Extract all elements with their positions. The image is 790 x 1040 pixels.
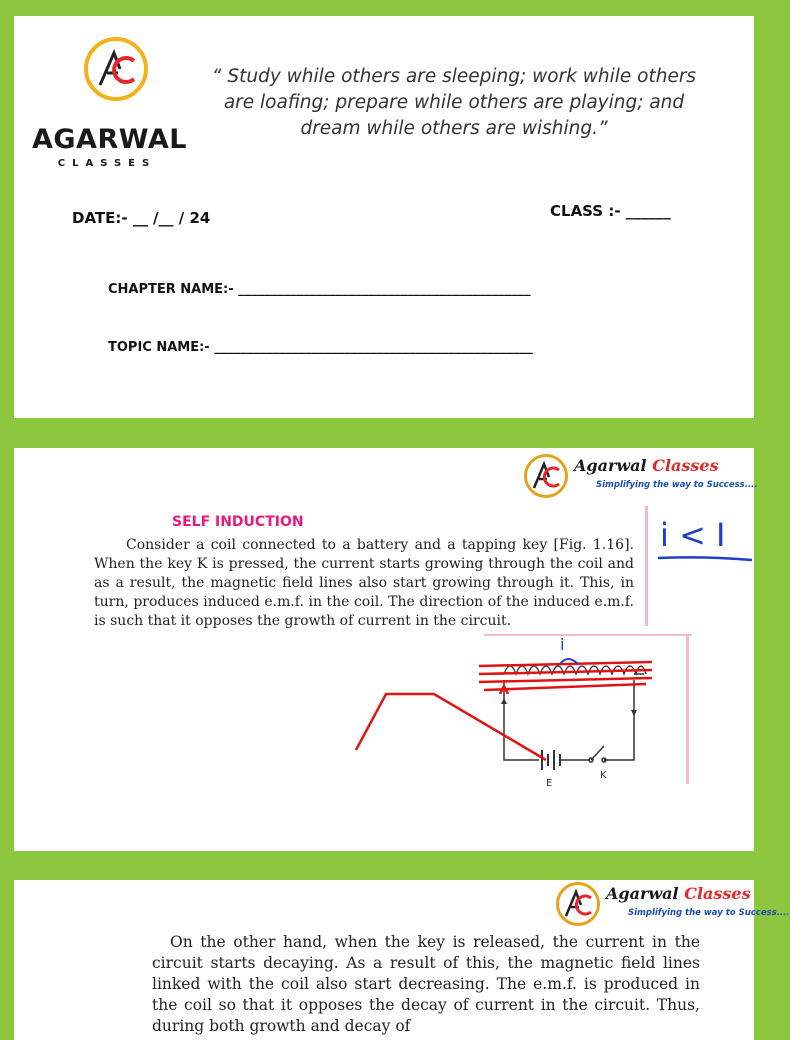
slide-page-3 — [14, 880, 790, 1040]
class-field: CLASS :- ______ — [550, 202, 671, 220]
circuit-diagram — [334, 628, 654, 788]
header-tagline: Simplifying the way to Success.... — [628, 908, 790, 918]
date-field: DATE:- __ /__ / 24 — [72, 209, 211, 227]
header-title: Agarwal Classes — [574, 456, 719, 475]
header-logo — [556, 882, 790, 932]
key-label: K — [600, 770, 607, 781]
ac-emblem-icon — [84, 37, 148, 101]
topic-name-field: TOPIC NAME:- _________________________________________________ — [108, 340, 533, 355]
header-title: Agarwal Classes — [606, 884, 751, 903]
slide-page-1 — [14, 16, 754, 418]
motivational-quote: “ Study while others are sleeping; work while others are loafing; prepare while others are playing; and dream while others are wishing.” — [211, 66, 697, 139]
header-tagline: Simplifying the way to Success.... — [596, 480, 758, 490]
slide-page-2 — [14, 448, 758, 851]
logo-subtitle: CLASSES — [57, 158, 157, 169]
section-title: SELF INDUCTION — [172, 514, 304, 530]
handwritten-note-text: i < I — [660, 516, 726, 554]
chapter-name-field: CHAPTER NAME:- _____________________________________________ — [108, 282, 531, 297]
body-paragraph: Consider a coil connected to a battery and a tapping key [Fig. 1.16]. When the key K is pressed, the current starts growing through the coil and as a result, the magnetic field lines also start growing through it. This, in turn, produces induced e.m.f. in the coil. The direction of the induced e.m.f. is such that it opposes the growth of current in the circuit. — [94, 537, 634, 629]
ac-emblem-icon — [556, 882, 600, 926]
handwritten-note — [654, 512, 754, 564]
logo-wordmark: AGARWAL — [32, 124, 187, 155]
battery-label: E — [546, 778, 553, 789]
ac-emblem-icon — [524, 454, 568, 498]
agarwal-classes-logo — [32, 32, 187, 172]
body-paragraph: On the other hand, when the key is released, the current in the circuit starts decaying. As a result of this, the magnetic field lines linked with the coil also start decreasing. The e.m.f. is produced in the coil so that it opposes the decay of current in the circuit. Thus, during both growth and decay of — [152, 933, 700, 1035]
tapping-key-icon — [589, 746, 606, 762]
margin-line — [686, 634, 689, 784]
header-logo — [524, 454, 758, 504]
current-label: i — [560, 635, 565, 654]
margin-line — [645, 506, 648, 626]
